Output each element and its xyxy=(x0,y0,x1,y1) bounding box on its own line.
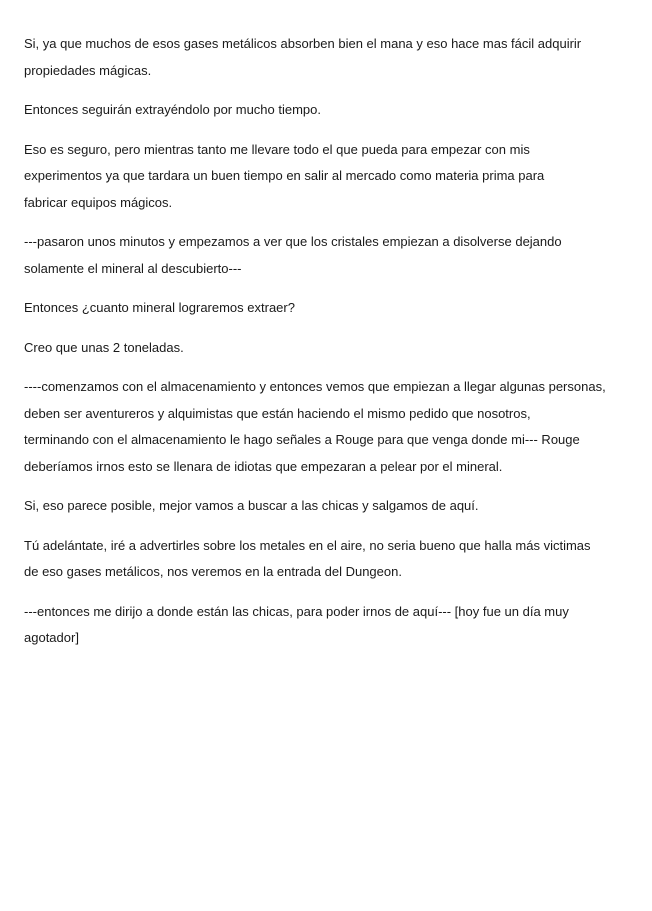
paragraph-3 xyxy=(24,137,630,217)
paragraph-9 xyxy=(24,533,630,586)
text-line: Entonces seguirán extrayéndolo por mucho tiempo. xyxy=(24,102,322,117)
text-line: Si, ya que muchos de esos gases metálicos absorben bien el mana y eso hace mas fácil adquirir xyxy=(24,36,582,51)
text-line: ---pasaron unos minutos y empezamos a ver que los cristales empiezan a disolverse dejando xyxy=(24,234,562,249)
paragraph-1 xyxy=(24,31,630,84)
text-line: Creo que unas 2 toneladas. xyxy=(24,339,184,355)
paragraph-5 xyxy=(24,295,630,322)
text-line: ---entonces me dirijo a donde están las chicas, para poder irnos de aquí--- [hoy fue un día muy xyxy=(24,603,569,619)
paragraph-10 xyxy=(24,599,630,652)
text-line: ----comenzamos con el almacenamiento y entonces vemos que empiezan a llegar algunas personas, xyxy=(24,379,606,394)
text-line: terminando con el almacenamiento le hago señales a Rouge para que venga donde mi--- Rouge xyxy=(24,432,580,447)
text-line: agotador] xyxy=(24,630,79,645)
text-line: Eso es seguro, pero mientras tanto me llevare todo el que pueda para empezar con mis xyxy=(24,141,530,157)
paragraph-2 xyxy=(24,97,630,124)
paragraph-6 xyxy=(24,335,630,362)
text-line: Entonces ¿cuanto mineral lograremos extraer? xyxy=(24,300,295,315)
text-line: Tú adelántate, iré a advertirles sobre los metales en el aire, no seria bueno que halla más victimas xyxy=(24,537,591,553)
text-line: fabricar equipos mágicos. xyxy=(24,194,173,210)
text-line: propiedades mágicas. xyxy=(24,62,152,78)
text-line: experimentos ya que tardara un buen tiempo en salir al mercado como materia prima para xyxy=(24,168,545,183)
text-line: Si, eso parece posible, mejor vamos a buscar a las chicas y salgamos de aquí. xyxy=(24,498,479,513)
paragraph-8 xyxy=(24,493,630,520)
paragraph-7 xyxy=(24,374,630,480)
text-line: deberíamos irnos esto se llenara de idiotas que empezaran a pelear por el mineral. xyxy=(24,458,503,474)
text-line: deben ser aventureros y alquimistas que están haciendo el mismo pedido que nosotros, xyxy=(24,405,531,421)
text-line: de eso gases metálicos, nos veremos en la entrada del Dungeon. xyxy=(24,564,402,579)
text-line: solamente el mineral al descubierto--- xyxy=(24,260,242,276)
paragraph-4 xyxy=(24,229,630,282)
